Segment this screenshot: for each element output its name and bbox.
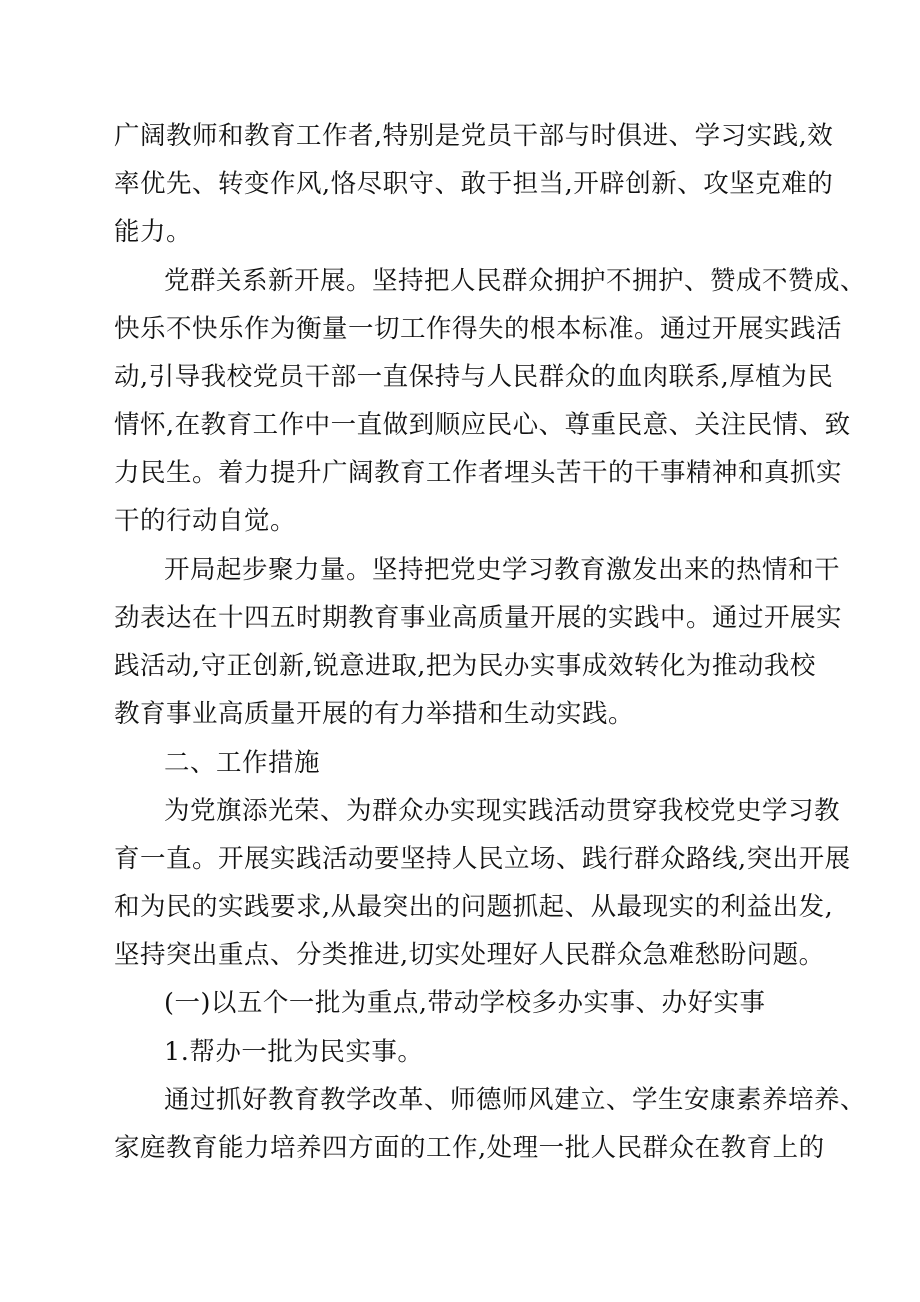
subsection-heading: (一)以五个一批为重点,带动学校多办实事、办好实事 xyxy=(164,988,766,1018)
text-line: 教育事业高质量开展的有力举措和生动实践。 xyxy=(114,699,635,729)
text-line: 践活动,守正创新,锐意进取,把为民办实事成效转化为推动我校 xyxy=(114,651,816,681)
text-line: 坚持突出重点、分类推进,切实处理好人民群众急难愁盼问题。 xyxy=(114,940,825,970)
paragraph-start-line: 为党旗添光荣、为群众办实现实践活动贯穿我校党史学习教 xyxy=(164,796,841,826)
text-line: 能力。 xyxy=(114,217,193,247)
text-line: 干的行动自觉。 xyxy=(114,506,297,536)
text-line: 率优先、转变作风,恪尽职守、敢于担当,开辟创新、攻坚克难的 xyxy=(114,169,834,199)
text-line: 力民生。着力提升广阔教育工作者埋头苦干的干事精神和真抓实 xyxy=(114,458,843,488)
text-line: 育一直。开展实践活动要坚持人民立场、践行群众路线,突出开展 xyxy=(114,844,851,874)
section-heading: 二、工作措施 xyxy=(164,748,321,778)
text-line: 动,引导我校党员干部一直保持与人民群众的血肉联系,厚植为民 xyxy=(114,362,834,392)
paragraph-start-line: 开局起步聚力量。坚持把党史学习教育激发出来的热情和干 xyxy=(164,555,841,585)
text-line: 情怀,在教育工作中一直做到顺应民心、尊重民意、关注民情、致 xyxy=(114,410,851,440)
paragraph-start-line: 党群关系新开展。坚持把人民群众拥护不拥护、赞成不赞成、 xyxy=(164,266,867,296)
text-line: 劲表达在十四五时期教育事业高质量开展的实践中。通过开展实 xyxy=(114,603,843,633)
text-line: 家庭教育能力培养四方面的工作,处理一批人民群众在教育上的 xyxy=(114,1133,825,1163)
item-heading: 1.帮办一批为民实事。 xyxy=(164,1037,424,1067)
text-line: 广阔教师和教育工作者,特别是党员干部与时俱进、学习实践,效 xyxy=(114,121,834,151)
text-line: 和为民的实践要求,从最突出的问题抓起、从最现实的利益出发, xyxy=(114,892,834,922)
text-line: 快乐不快乐作为衡量一切工作得失的根本标准。通过开展实践活 xyxy=(114,314,843,344)
paragraph-start-line: 通过抓好教育教学改革、师德师风建立、学生安康素养培养、 xyxy=(164,1085,867,1115)
